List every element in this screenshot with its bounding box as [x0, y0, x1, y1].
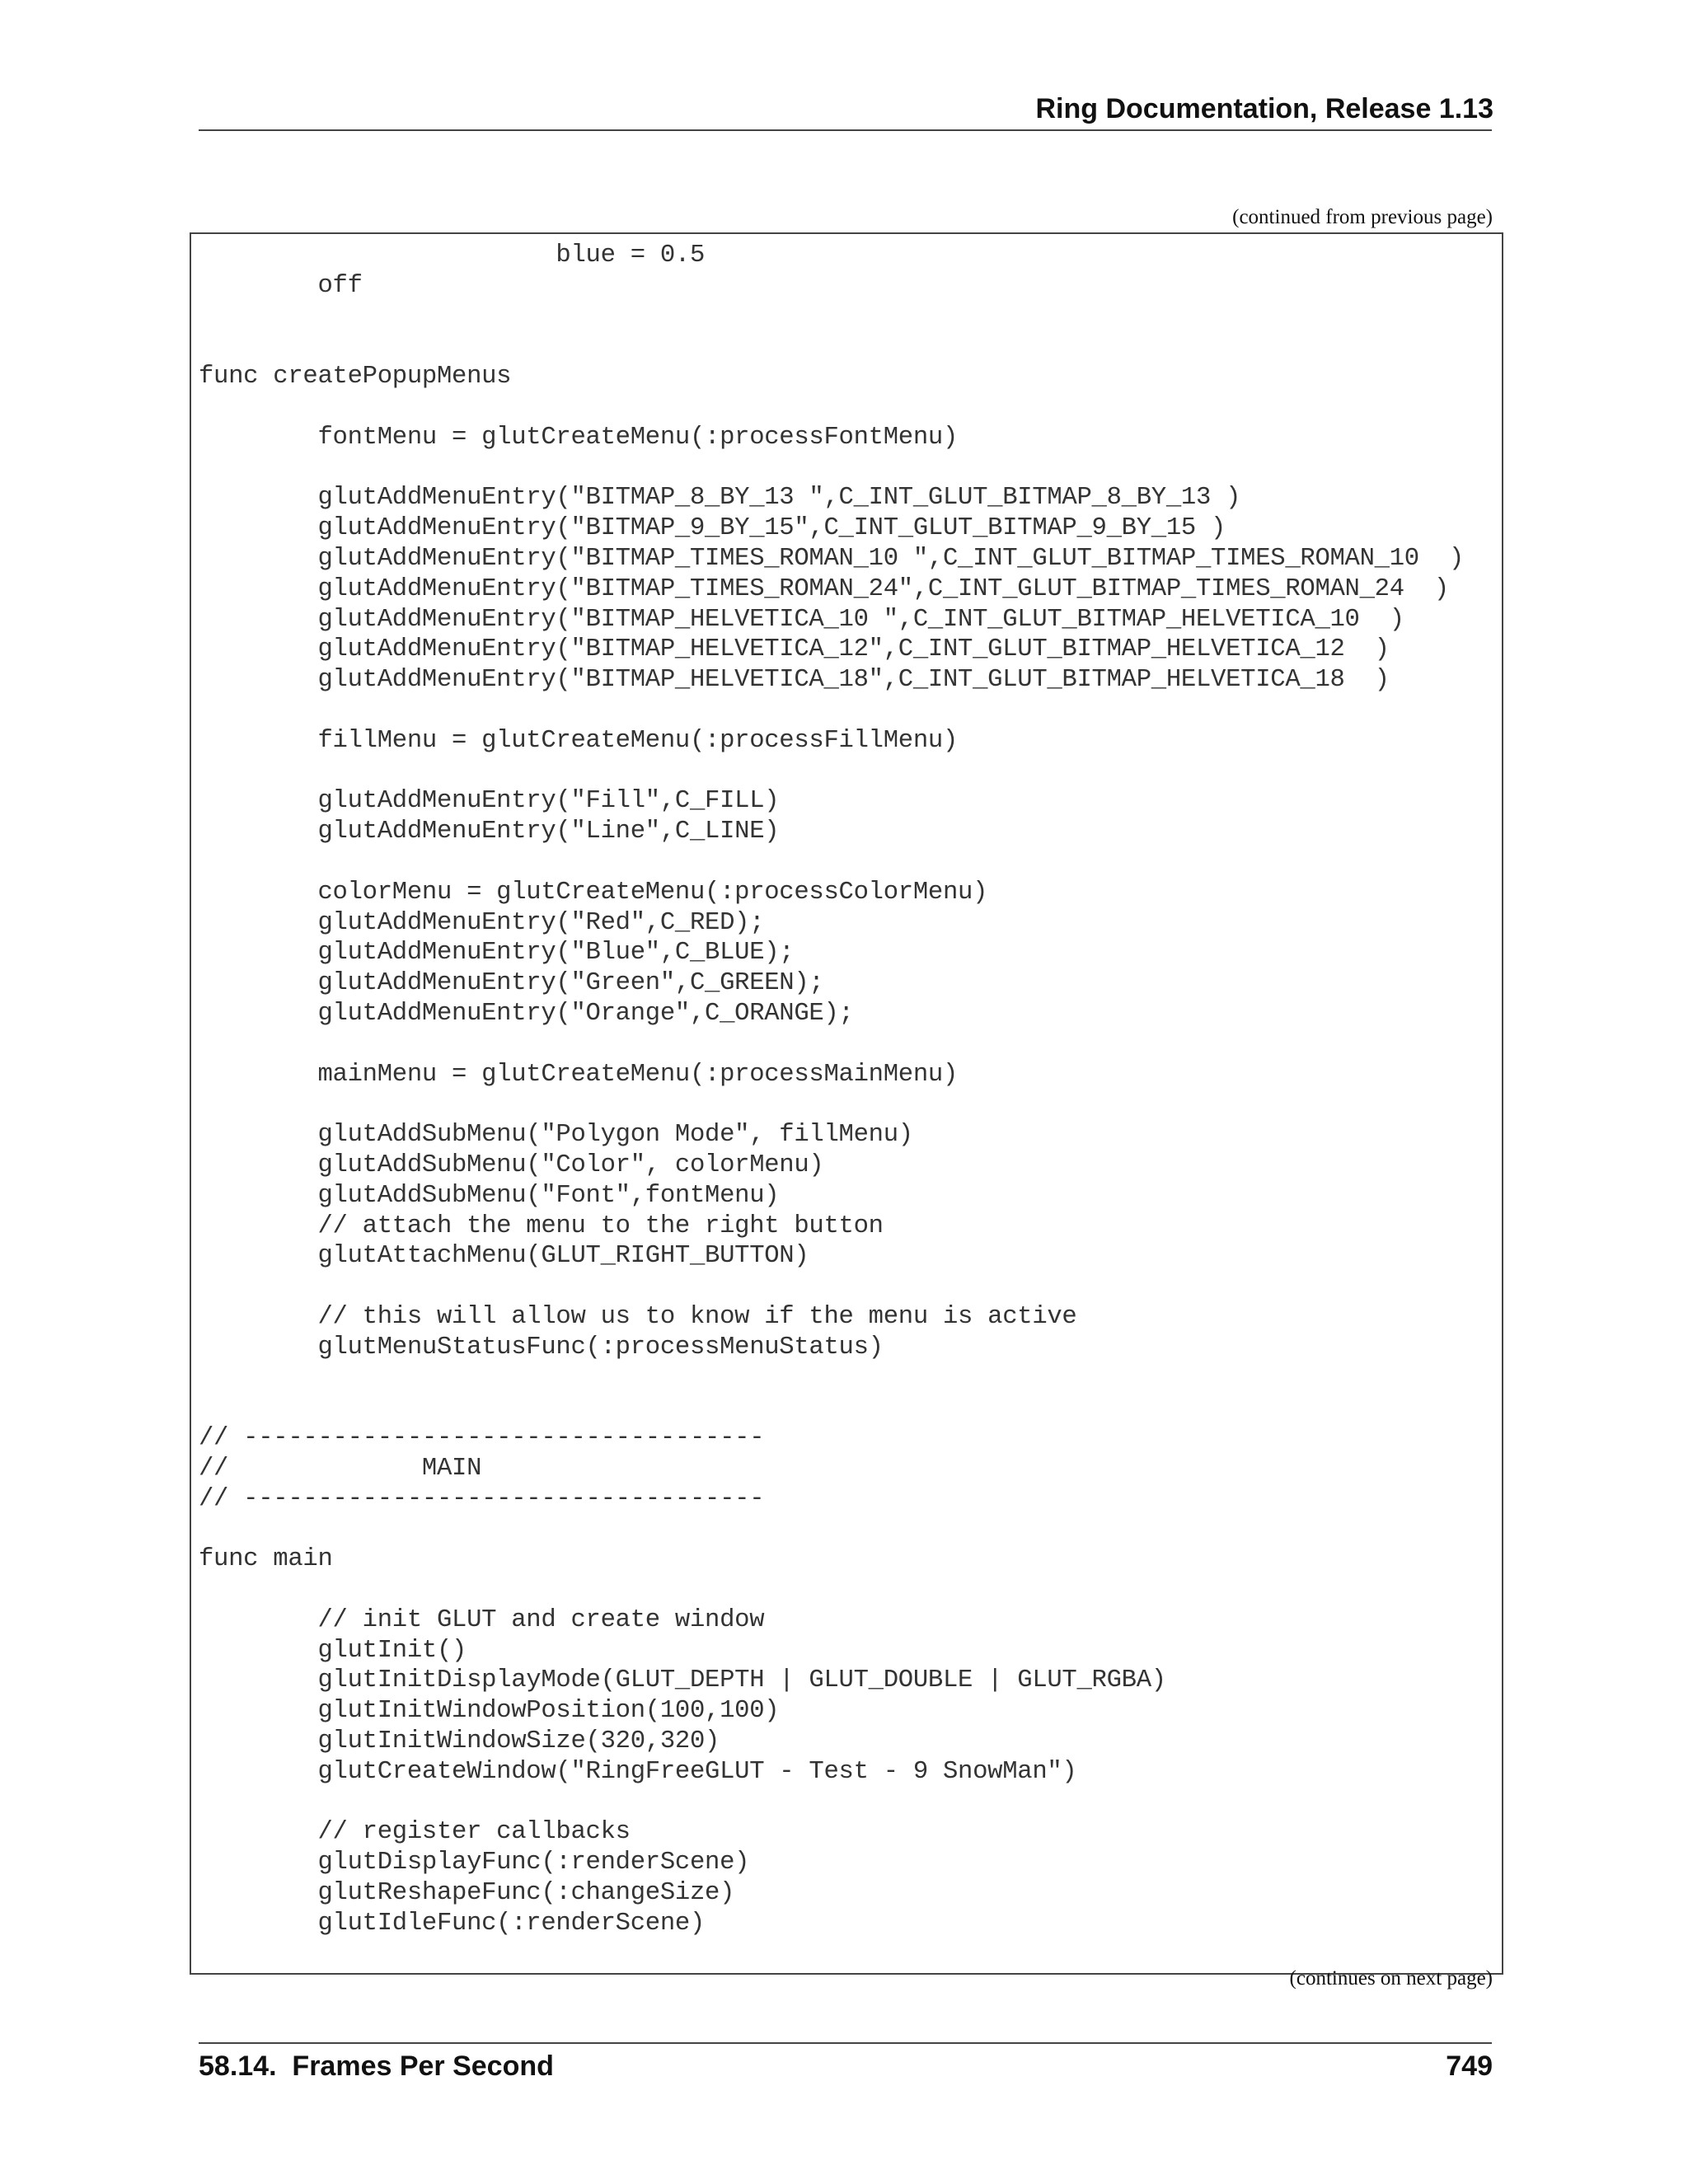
code-line	[199, 1393, 1464, 1423]
code-line: // MAIN	[199, 1454, 482, 1483]
code-line: mainMenu = glutCreateMenu(:processMainMenu)	[199, 1060, 959, 1089]
code-line: glutAddMenuEntry("Blue",C_BLUE);	[199, 939, 795, 968]
code-line: func createPopupMenus	[199, 363, 512, 391]
code-line	[199, 1514, 1464, 1544]
code-line: fontMenu = glutCreateMenu(:processFontMenu)	[199, 423, 959, 452]
code-line	[199, 1272, 1464, 1302]
code-line	[199, 696, 1464, 726]
code-line: fillMenu = glutCreateMenu(:processFillMenu)	[199, 726, 959, 755]
page-header-title: Ring Documentation, Release 1.13	[1035, 93, 1493, 124]
code-line: glutIdleFunc(:renderScene)	[199, 1909, 706, 1938]
continues-next-note: (continues on next page)	[1289, 1967, 1493, 1990]
code-line	[199, 1788, 1464, 1818]
code-line	[199, 1575, 1464, 1605]
code-line: glutAddMenuEntry("BITMAP_9_BY_15",C_INT_GLUT_BITMAP_9_BY_15 )	[199, 514, 1226, 543]
code-line	[199, 847, 1464, 878]
code-line: glutCreateWindow("RingFreeGLUT - Test - 9 SnowMan")	[199, 1757, 1077, 1786]
code-line: glutAddMenuEntry("Red",C_RED);	[199, 908, 765, 937]
code-line	[199, 1362, 1464, 1393]
code-line: blue = 0.5	[199, 241, 706, 269]
code-line: // init GLUT and create window	[199, 1605, 765, 1634]
code-line	[199, 302, 1464, 332]
code-line: glutAddSubMenu("Color", colorMenu)	[199, 1151, 824, 1179]
code-line: glutInitDisplayMode(GLUT_DEPTH | GLUT_DOUBLE | GLUT_RGBA)	[199, 1666, 1166, 1695]
code-line: glutInitWindowPosition(100,100)	[199, 1697, 780, 1726]
code-line: glutAddMenuEntry("Fill",C_FILL)	[199, 787, 780, 816]
code-line: // this will allow us to know if the menu is active	[199, 1302, 1077, 1331]
code-line: glutAddMenuEntry("BITMAP_HELVETICA_12",C_INT_GLUT_BITMAP_HELVETICA_12 )	[199, 635, 1390, 664]
code-line: // register callbacks	[199, 1818, 631, 1847]
code-line: glutAddSubMenu("Polygon Mode", fillMenu)	[199, 1121, 913, 1150]
code-line: glutAddSubMenu("Font",fontMenu)	[199, 1181, 780, 1210]
code-line: glutAddMenuEntry("BITMAP_8_BY_13 ",C_INT_GLUT_BITMAP_8_BY_13 )	[199, 484, 1241, 513]
code-line: glutInitWindowSize(320,320)	[199, 1727, 720, 1756]
code-line: glutAddMenuEntry("BITMAP_TIMES_ROMAN_10 ",C_INT_GLUT_BITMAP_TIMES_ROMAN_10 )	[199, 544, 1465, 573]
code-line: glutInit()	[199, 1636, 467, 1665]
code-line: glutMenuStatusFunc(:processMenuStatus)	[199, 1333, 884, 1361]
code-line: glutAddMenuEntry("BITMAP_HELVETICA_10 ",C_INT_GLUT_BITMAP_HELVETICA_10 )	[199, 605, 1404, 634]
code-block	[199, 241, 1464, 1939]
code-line: off	[199, 271, 363, 300]
code-line	[199, 453, 1464, 484]
code-line: glutAddMenuEntry("BITMAP_TIMES_ROMAN_24",C_INT_GLUT_BITMAP_TIMES_ROMAN_24 )	[199, 574, 1449, 603]
footer-section-title: 58.14. Frames Per Second	[199, 2050, 554, 2082]
code-line: glutReshapeFunc(:changeSize)	[199, 1879, 735, 1908]
footer-page-number: 749	[1446, 2050, 1493, 2082]
code-line	[199, 757, 1464, 787]
code-line	[199, 331, 1464, 362]
footer-divider	[199, 2042, 1492, 2044]
code-line: glutAttachMenu(GLUT_RIGHT_BUTTON)	[199, 1242, 809, 1271]
code-line: colorMenu = glutCreateMenu(:processColorMenu)	[199, 878, 988, 907]
code-line: glutDisplayFunc(:renderScene)	[199, 1849, 750, 1877]
code-line: glutAddMenuEntry("BITMAP_HELVETICA_18",C_INT_GLUT_BITMAP_HELVETICA_18 )	[199, 666, 1390, 695]
code-line	[199, 392, 1464, 423]
code-line: glutAddMenuEntry("Orange",C_ORANGE);	[199, 999, 854, 1028]
code-line: glutAddMenuEntry("Green",C_GREEN);	[199, 969, 824, 998]
code-line: // -----------------------------------	[199, 1424, 765, 1453]
header-divider	[199, 129, 1492, 131]
code-line: func main	[199, 1545, 333, 1574]
code-line	[199, 1029, 1464, 1060]
code-line: // -----------------------------------	[199, 1484, 765, 1513]
code-line: glutAddMenuEntry("Line",C_LINE)	[199, 818, 780, 846]
code-line	[199, 1090, 1464, 1120]
continued-from-note: (continued from previous page)	[1232, 206, 1493, 228]
code-line: // attach the menu to the right button	[199, 1212, 884, 1240]
